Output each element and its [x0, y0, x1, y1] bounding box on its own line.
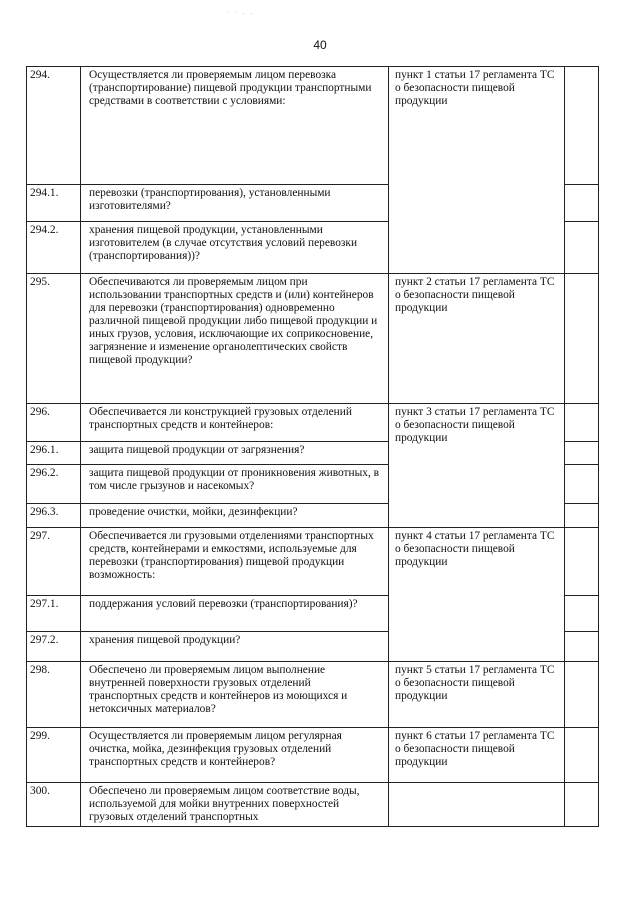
answer-cell[interactable] [565, 404, 599, 442]
scan-artifact: ˙ ˙ · · [226, 10, 255, 18]
row-number: 296.3. [27, 504, 81, 528]
table-row [27, 274, 599, 404]
table-row [27, 662, 599, 728]
row-number: 294.1. [27, 185, 81, 222]
question-text: хранения пищевой продукции, установленными изготовителем (в случае отсутствия условий перевозки (транспортирования))? [81, 222, 389, 274]
answer-cell[interactable] [565, 67, 599, 185]
question-text: Осуществляется ли проверяемым лицом перевозка (транспортирование) пищевой продукции транспортными средствами в соответствии с условиями: [81, 67, 389, 185]
row-number: 296.2. [27, 465, 81, 504]
legal-reference: пункт 3 статьи 17 регламента ТС о безопасности пищевой продукции [389, 404, 565, 528]
row-number: 296. [27, 404, 81, 442]
answer-cell[interactable] [565, 504, 599, 528]
question-text: Обеспечено ли проверяемым лицом выполнение внутренней поверхности грузовых отделений транспортных средств и контейнеров из моющихся и нетоксичных материалов? [81, 662, 389, 728]
answer-cell[interactable] [565, 274, 599, 404]
question-text: поддержания условий перевозки (транспортирования)? [81, 596, 389, 632]
question-text: Осуществляется ли проверяемым лицом регулярная очистка, мойка, дезинфекция грузовых отделений транспортных средств и контейнеров? [81, 728, 389, 783]
answer-cell[interactable] [565, 222, 599, 274]
page-number: 40 [313, 38, 327, 52]
legal-reference: пункт 5 статьи 17 регламента ТС о безопасности пищевой продукции [389, 662, 565, 728]
row-number: 298. [27, 662, 81, 728]
question-text: перевозки (транспортирования), установленными изготовителями? [81, 185, 389, 222]
row-number: 297.2. [27, 632, 81, 662]
answer-cell[interactable] [565, 528, 599, 596]
answer-cell[interactable] [565, 728, 599, 783]
table-row [27, 67, 599, 185]
question-text: Обеспечиваются ли проверяемым лицом при использовании транспортных средств и (или) контейнеров для перевозки (транспортирования) одновременно различной пищевой продукции либо пищевой продукции и иных грузов, условия, исключающие их соприкосновение, загрязнение и изменение органолептических свойств пищевой продукции? [81, 274, 389, 404]
row-number: 294. [27, 67, 81, 185]
legal-reference: пункт 1 статьи 17 регламента ТС о безопасности пищевой продукции [389, 67, 565, 274]
question-text: Обеспечено ли проверяемым лицом соответствие воды, используемой для мойки внутренних поверхностей грузовых отделений транспортных [81, 783, 389, 827]
checklist-table [26, 66, 599, 827]
table-row [27, 728, 599, 783]
row-number: 297.1. [27, 596, 81, 632]
answer-cell[interactable] [565, 662, 599, 728]
row-number: 294.2. [27, 222, 81, 274]
row-number: 297. [27, 528, 81, 596]
legal-reference: пункт 4 статьи 17 регламента ТС о безопасности пищевой продукции [389, 528, 565, 662]
answer-cell[interactable] [565, 442, 599, 465]
question-text: Обеспечивается ли грузовыми отделениями транспортных средств, контейнерами и емкостями, используемые для перевозки (транспортирования) пищевой продукции возможность: [81, 528, 389, 596]
question-text: защита пищевой продукции от проникновения животных, в том числе грызунов и насекомых? [81, 465, 389, 504]
question-text: защита пищевой продукции от загрязнения? [81, 442, 389, 465]
answer-cell[interactable] [565, 465, 599, 504]
table-row [27, 404, 599, 442]
row-number: 299. [27, 728, 81, 783]
table-row [27, 528, 599, 596]
legal-reference: пункт 2 статьи 17 регламента ТС о безопасности пищевой продукции [389, 274, 565, 404]
answer-cell[interactable] [565, 783, 599, 827]
question-text: проведение очистки, мойки, дезинфекции? [81, 504, 389, 528]
row-number: 295. [27, 274, 81, 404]
question-text: Обеспечивается ли конструкцией грузовых отделений транспортных средств и контейнеров: [81, 404, 389, 442]
answer-cell[interactable] [565, 185, 599, 222]
legal-reference [389, 783, 565, 827]
legal-reference: пункт 6 статьи 17 регламента ТС о безопасности пищевой продукции [389, 728, 565, 783]
question-text: хранения пищевой продукции? [81, 632, 389, 662]
row-number: 296.1. [27, 442, 81, 465]
table-row [27, 783, 599, 827]
row-number: 300. [27, 783, 81, 827]
answer-cell[interactable] [565, 596, 599, 632]
answer-cell[interactable] [565, 632, 599, 662]
